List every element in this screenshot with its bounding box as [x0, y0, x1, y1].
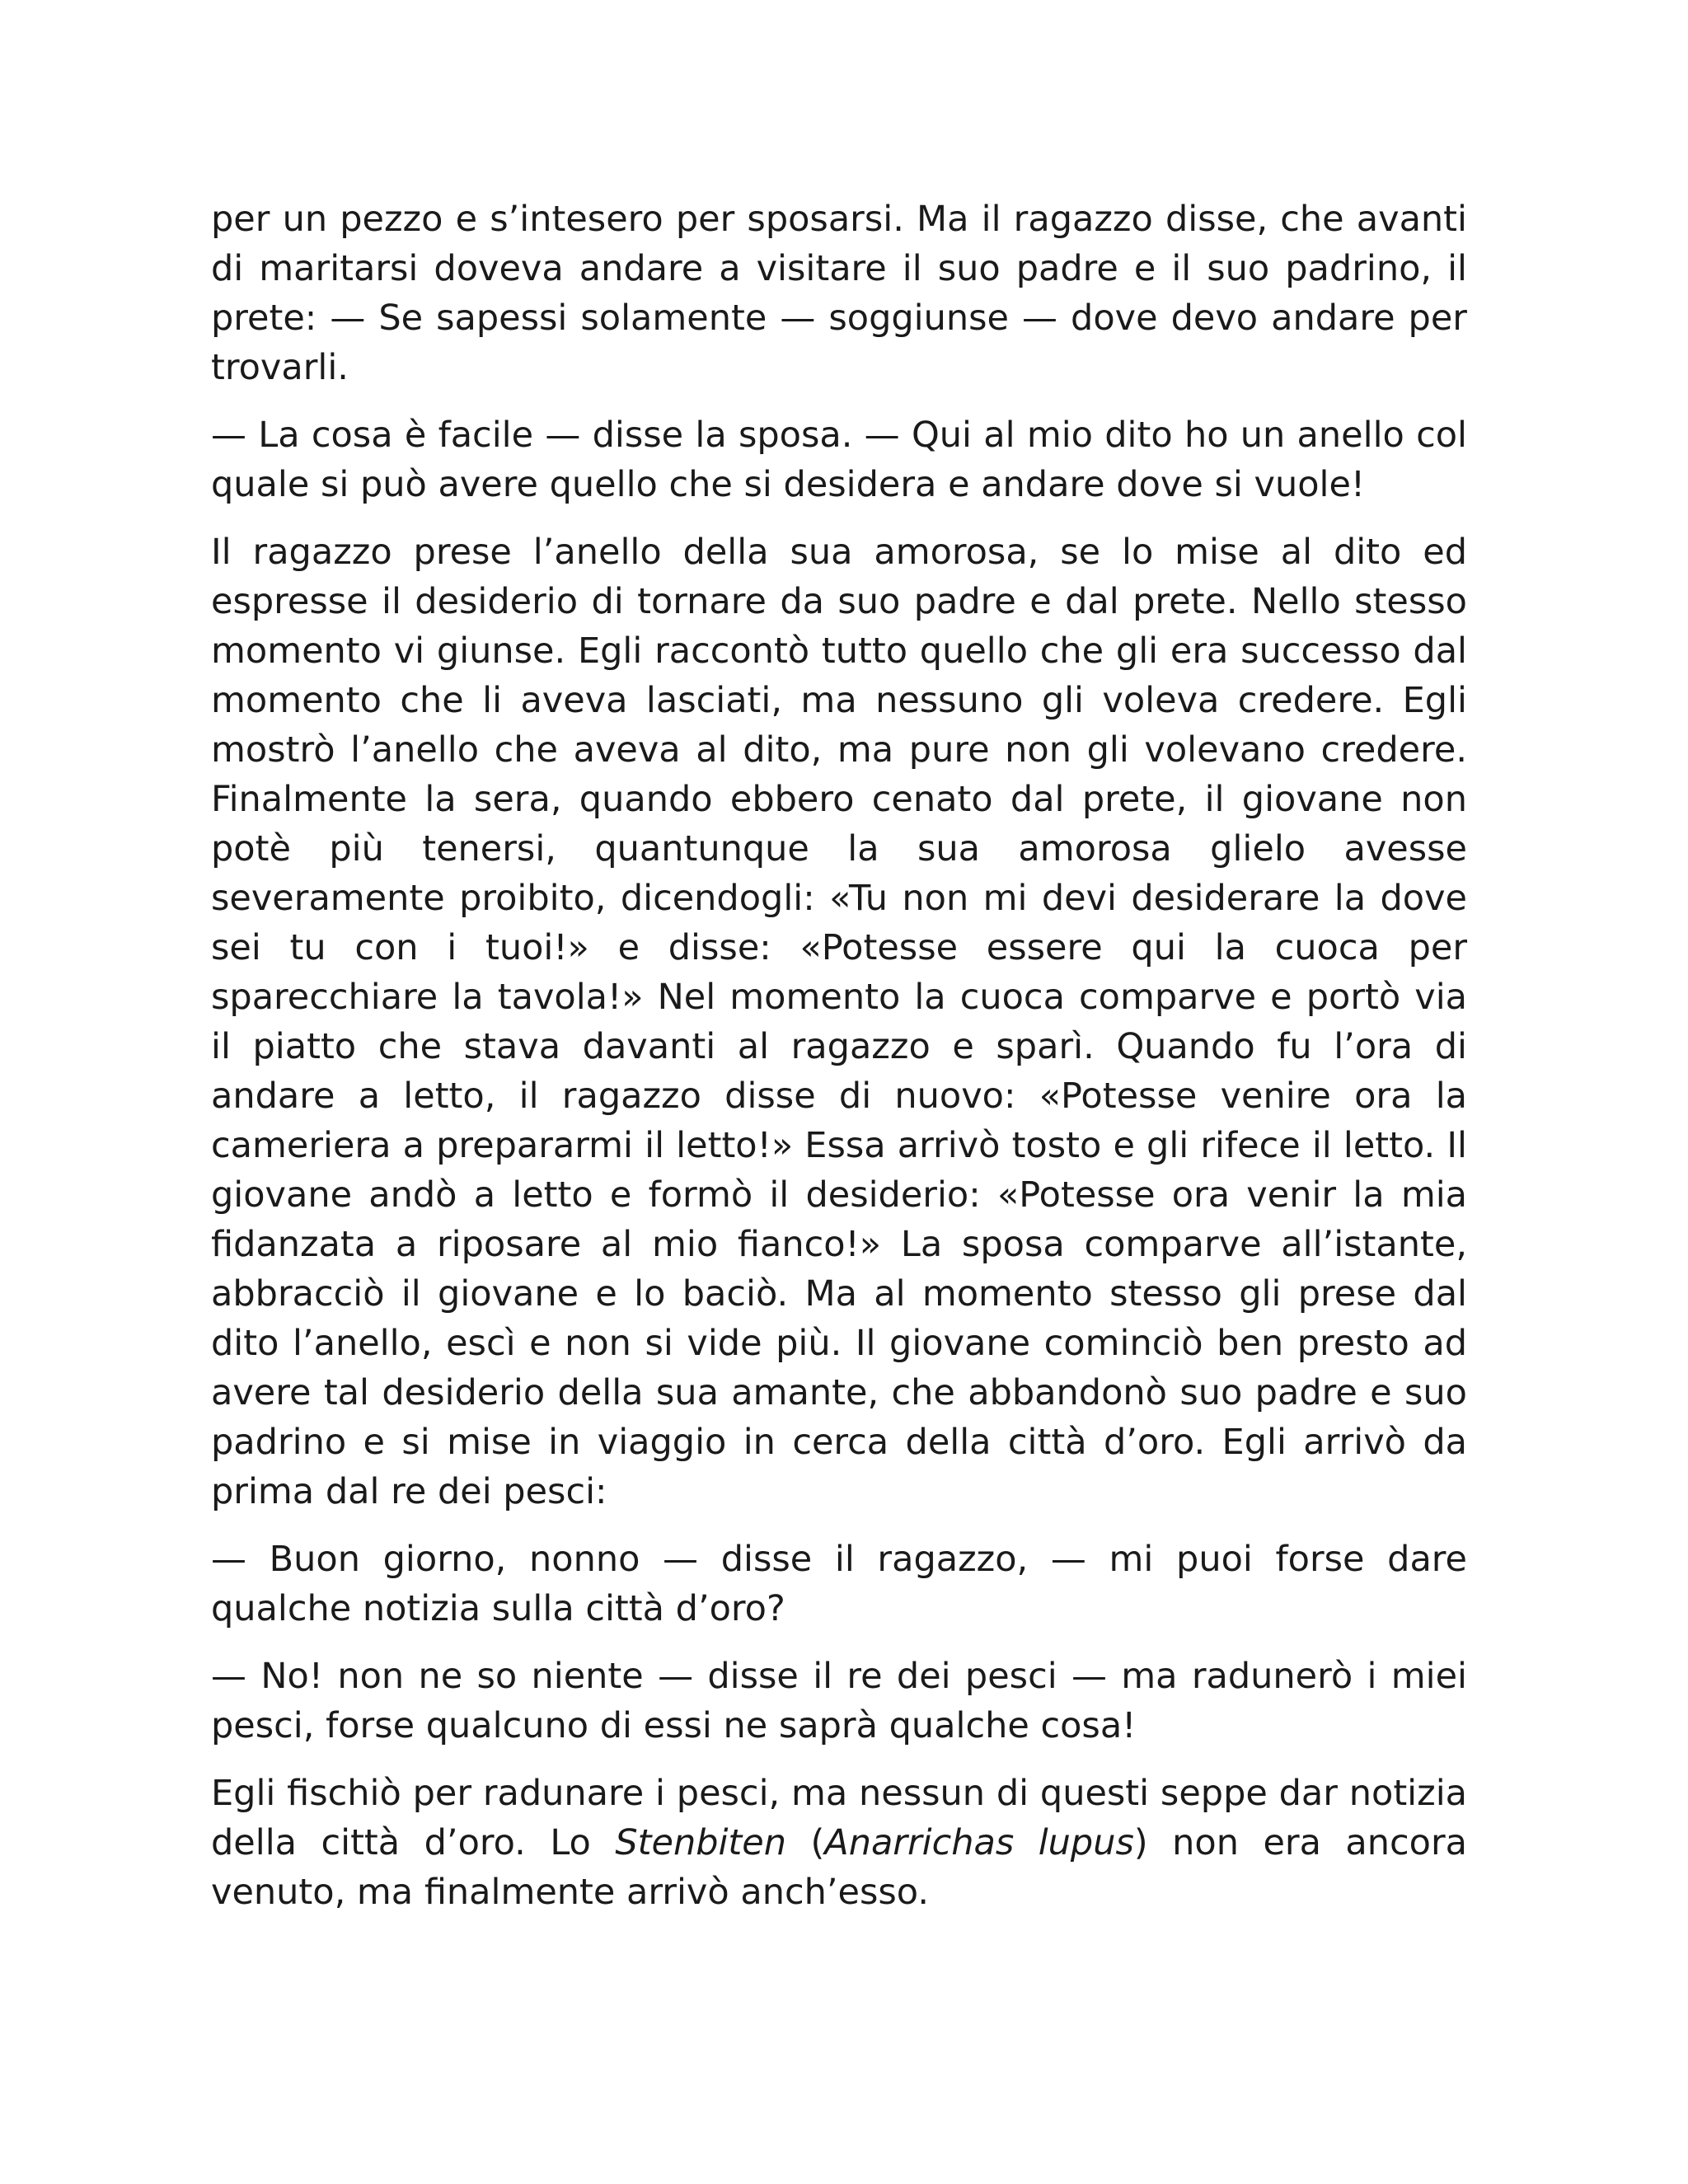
paragraph-4: — Buon giorno, nonno — disse il ragazzo, — mi puoi forse dare qualche notizia sulla città d’oro? — [211, 1539, 1467, 1629]
paragraph-6-text-c: ) non era ancora venuto, ma finalmente arrivò anch’esso. — [211, 1822, 1467, 1913]
species-latin-name: Anarrichas lupus — [824, 1822, 1134, 1863]
paragraph-6-text-b: ( — [786, 1822, 825, 1863]
species-common-name: Stenbiten — [615, 1822, 787, 1863]
body-text — [211, 194, 1467, 1935]
paragraph-3: Il ragazzo prese l’anello della sua amorosa, se lo mise al dito ed espresse il desiderio di tornare da suo padre e dal prete. Nello stesso momento vi giunse. Egli raccontò tutto quello che gli era successo dal momento che li aveva lasciati, ma nessuno gli voleva credere. Egli mostrò l’anello che aveva al dito, ma pure non gli volevano credere. Finalmente la sera, quando ebbero cenato dal prete, il giovane non potè più tenersi, quantunque la sua amorosa glielo avesse severamente proibito, dicendogli: «Tu non mi devi desiderare la dove sei tu con i tuoi!» e disse: «Potesse essere qui la cuoca per sparecchiare la tavola!» Nel momento la cuoca comparve e portò via il piatto che stava davanti al ragazzo e sparì. Quando fu l’ora di andare a letto, il ragazzo disse di nuovo: «Potesse venire ora la cameriera a prepararmi il letto!» Essa arrivò tosto e gli rifece il letto. Il giovane andò a letto e formò il desiderio: «Potesse ora venir la mia fidanzata a riposare al mio fianco!» La sposa comparve all’istante, abbracciò il giovane e lo baciò. Ma al momento stesso gli prese dal dito l’anello, escì e non si vide più. Il giovane cominciò ben presto ad avere tal desiderio della sua amante, che abbandonò suo padre e suo padrino e si mise in viaggio in cerca della città d’oro. Egli arrivò da prima dal re dei pesci: — [211, 532, 1467, 1512]
paragraph-6-text-a: Egli fischiò per radunare i pesci, ma nessun di questi seppe dar notizia della città d’oro. Lo — [211, 1773, 1467, 1863]
paragraph-5: — No! non ne so niente — disse il re dei pesci — ma radunerò i miei pesci, forse qualcuno di essi ne saprà qualche cosa! — [211, 1656, 1467, 1746]
paragraph-2: — La cosa è facile — disse la sposa. — Qui al mio dito ho un anello col quale si può avere quello che si desidera e andare dove si vuole! — [211, 415, 1467, 505]
paragraph-6 — [211, 1769, 1467, 1917]
paragraph-1: per un pezzo e s’intesero per sposarsi. Ma il ragazzo disse, che avanti di maritarsi doveva andare a visitare il suo padre e il suo padrino, il prete: — Se sapessi solamente — soggiunse — dove devo andare per trovarli. — [211, 199, 1467, 388]
